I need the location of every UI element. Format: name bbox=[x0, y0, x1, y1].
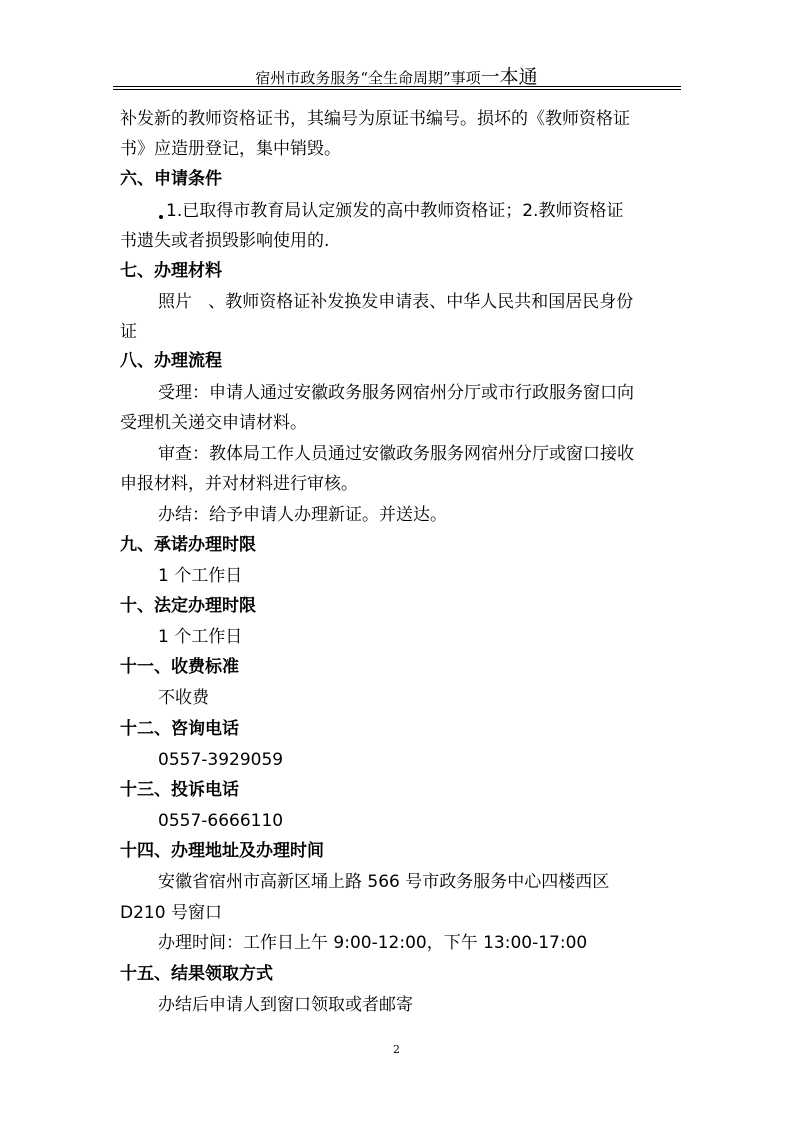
section-heading-process: 八、办理流程 bbox=[120, 351, 222, 371]
fee-value: 不收费 bbox=[158, 688, 209, 708]
materials-line-2: 证 bbox=[120, 322, 137, 342]
process-conclude-line: 办结：给予申请人办理新证。并送达。 bbox=[158, 505, 447, 525]
location-address-line-2: D210 号窗口 bbox=[120, 903, 222, 923]
materials-line-1: 照片 、教师资格证补发换发申请表、中华人民共和国居民身份 bbox=[158, 292, 634, 312]
intro-line-1: 补发新的教师资格证书，其编号为原证书编号。损坏的《教师资格证 bbox=[120, 109, 630, 129]
conditions-line-2: 书遗失或者损毁影响使用的. bbox=[120, 231, 330, 251]
section-heading-materials: 七、办理材料 bbox=[120, 261, 222, 281]
section-heading-complaint: 十三、投诉电话 bbox=[120, 780, 239, 800]
process-accept-line-1: 受理：申请人通过安徽政务服务网宿州分厅或市行政服务窗口向 bbox=[158, 383, 634, 403]
location-hours: 办理时间：工作日上午 9:00-12:00，下午 13:00-17:00 bbox=[158, 933, 588, 953]
process-review-line-1: 审查：教体局工作人员通过安徽政务服务网宿州分厅或窗口接收 bbox=[158, 444, 634, 464]
page-number: 2 bbox=[393, 1043, 400, 1056]
page-header bbox=[0, 62, 793, 89]
bullet-dot bbox=[159, 215, 163, 219]
process-accept-line-2: 受理机关递交申请材料。 bbox=[120, 413, 307, 433]
section-heading-result: 十五、结果领取方式 bbox=[120, 964, 273, 984]
complaint-phone: 0557-6666110 bbox=[158, 811, 284, 831]
promised-time-value: 1 个工作日 bbox=[158, 566, 243, 586]
section-heading-consult: 十二、咨询电话 bbox=[120, 719, 239, 739]
result-value: 办结后申请人到窗口领取或者邮寄 bbox=[158, 995, 413, 1015]
consult-phone: 0557-3929059 bbox=[158, 750, 284, 770]
section-heading-legal-time: 十、法定办理时限 bbox=[120, 596, 256, 616]
header-title: 宿州市政务服务“全生命周期”事项 bbox=[255, 69, 481, 87]
intro-line-2: 书》应造册登记，集中销毁。 bbox=[120, 139, 341, 159]
section-heading-location: 十四、办理地址及办理时间 bbox=[120, 841, 324, 861]
header-divider bbox=[113, 86, 681, 90]
section-heading-conditions: 六、申请条件 bbox=[120, 169, 222, 189]
header-title-suffix: 一本通 bbox=[480, 66, 538, 88]
section-heading-fee: 十一、收费标准 bbox=[120, 657, 239, 677]
section-heading-promised-time: 九、承诺办理时限 bbox=[120, 535, 256, 555]
conditions-line-1: 1.已取得市教育局认定颁发的高中教师资格证；2.教师资格证 bbox=[166, 201, 624, 221]
location-address-line-1: 安徽省宿州市高新区埇上路 566 号市政务服务中心四楼西区 bbox=[158, 872, 610, 892]
legal-time-value: 1 个工作日 bbox=[158, 627, 243, 647]
process-review-line-2: 申报材料，并对材料进行审核。 bbox=[120, 474, 358, 494]
